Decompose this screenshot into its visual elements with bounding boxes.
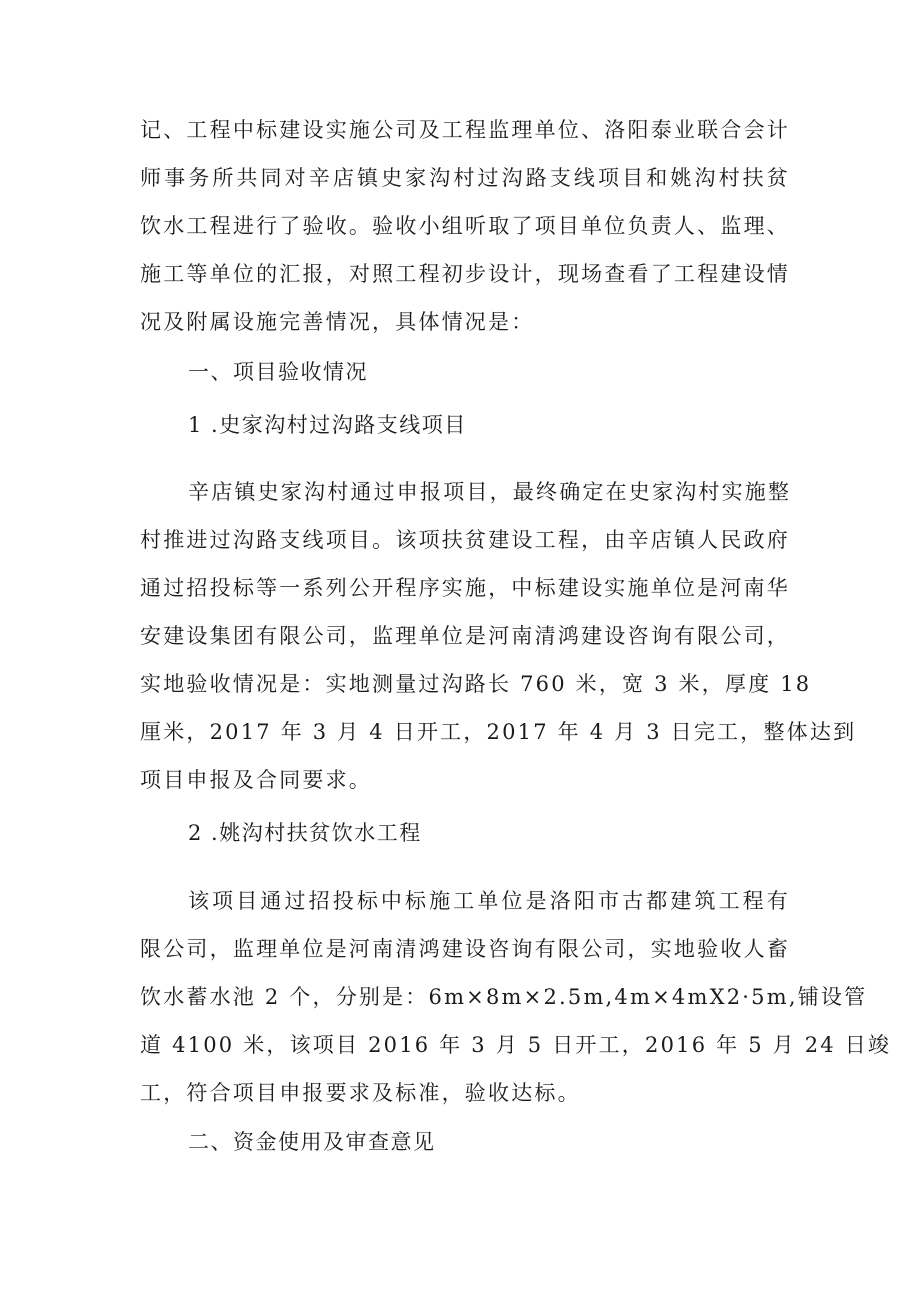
paragraph-line: 师事务所共同对辛店镇史家沟村过沟路支线项目和姚沟村扶贫 (140, 166, 790, 190)
paragraph-line: 工，符合项目申报要求及标准，验收达标。 (140, 1081, 581, 1105)
paragraph-line: 实地验收情况是：实地测量过沟路长 760 米，宽 3 米，厚度 18 (140, 672, 812, 696)
section-heading-1: 一、项目验收情况 (188, 360, 368, 384)
paragraph-line: 厘米，2017 年 3 月 4 日开工，2017 年 4 月 3 日完工，整体达到 (140, 720, 857, 744)
paragraph-line: 通过招投标等一系列公开程序实施，中标建设实施单位是河南华 (140, 576, 790, 600)
paragraph-line: 辛店镇史家沟村通过申报项目，最终确定在史家沟村实施整 (188, 480, 792, 504)
paragraph-line: 饮水工程进行了验收。验收小组听取了项目单位负责人、监理、 (140, 214, 790, 238)
section-heading-2: 二、资金使用及审查意见 (188, 1130, 436, 1154)
paragraph-line: 施工等单位的汇报，对照工程初步设计，现场查看了工程建设情 (140, 262, 790, 286)
paragraph-line: 况及附属设施完善情况，具体情况是： (140, 310, 535, 334)
paragraph-line: 道 4100 米，该项目 2016 年 3 月 5 日开工，2016 年 5 月 24 日竣 (140, 1033, 892, 1057)
paragraph-line: 安建设集团有限公司，监理单位是河南清鸿建设咨询有限公司， (140, 624, 790, 648)
subsection-heading-2: 2 .姚沟村扶贫饮水工程 (188, 821, 422, 845)
paragraph-line: 限公司，监理单位是河南清鸿建设咨询有限公司，实地验收人畜 (140, 937, 790, 961)
subsection-heading-1: 1 .史家沟村过沟路支线项目 (188, 413, 467, 437)
paragraph-line: 项目申报及合同要求。 (140, 768, 372, 792)
paragraph-line: 记、工程中标建设实施公司及工程监理单位、洛阳泰业联合会计 (140, 118, 790, 142)
paragraph-line: 该项目通过招投标中标施工单位是洛阳市古都建筑工程有 (188, 889, 790, 913)
paragraph-line: 村推进过沟路支线项目。该项扶贫建设工程，由辛店镇人民政府 (140, 528, 790, 552)
paragraph-line: 饮水蓄水池 2 个，分别是：6m×8m×2.5m,4m×4mX2·5m,铺设管 (140, 985, 868, 1009)
